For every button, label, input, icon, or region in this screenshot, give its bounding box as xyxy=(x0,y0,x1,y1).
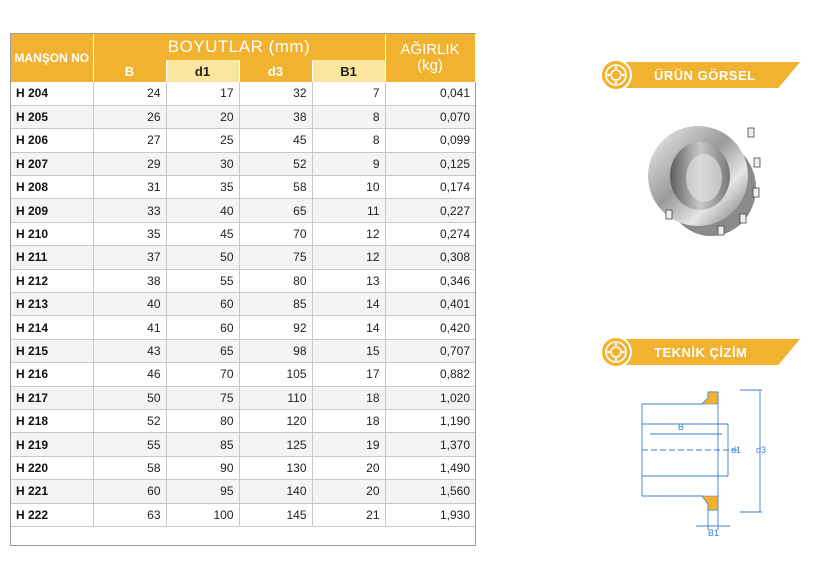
cell-d3: 52 xyxy=(239,152,312,175)
cell-weight: 0,227 xyxy=(385,199,475,222)
bearing-icon xyxy=(600,336,632,368)
cell-weight: 0,099 xyxy=(385,129,475,152)
cell-b1: 9 xyxy=(312,152,385,175)
cell-d1: 45 xyxy=(166,222,239,245)
cell-b: 60 xyxy=(93,480,166,503)
cell-b1: 12 xyxy=(312,246,385,269)
cell-weight: 0,274 xyxy=(385,222,475,245)
cell-d1: 60 xyxy=(166,316,239,339)
cell-b: 29 xyxy=(93,152,166,175)
row-code: H 209 xyxy=(11,199,93,222)
cell-d1: 75 xyxy=(166,386,239,409)
cell-b: 55 xyxy=(93,433,166,456)
cell-d3: 80 xyxy=(239,269,312,292)
cell-d1: 55 xyxy=(166,269,239,292)
table-row xyxy=(11,176,475,199)
cell-weight: 1,190 xyxy=(385,409,475,432)
cell-d1: 25 xyxy=(166,129,239,152)
table-row xyxy=(11,152,475,175)
table-row xyxy=(11,409,475,432)
row-code: H 211 xyxy=(11,246,93,269)
cell-d3: 70 xyxy=(239,222,312,245)
cell-weight: 0,401 xyxy=(385,293,475,316)
cell-b: 46 xyxy=(93,363,166,386)
header-agirlik: AĞIRLIK (kg) xyxy=(385,34,475,82)
cell-b: 52 xyxy=(93,409,166,432)
table-row xyxy=(11,433,475,456)
cell-d3: 32 xyxy=(239,82,312,105)
cell-b: 40 xyxy=(93,293,166,316)
cell-b: 58 xyxy=(93,456,166,479)
row-code: H 215 xyxy=(11,339,93,362)
cell-b1: 20 xyxy=(312,480,385,503)
cell-b1: 20 xyxy=(312,456,385,479)
table-row xyxy=(11,386,475,409)
row-code: H 206 xyxy=(11,129,93,152)
cell-weight: 0,125 xyxy=(385,152,475,175)
cell-d1: 40 xyxy=(166,199,239,222)
cell-d3: 125 xyxy=(239,433,312,456)
cell-b: 24 xyxy=(93,82,166,105)
table-row xyxy=(11,363,475,386)
cell-b1: 10 xyxy=(312,176,385,199)
cell-d3: 145 xyxy=(239,503,312,526)
cell-d1: 85 xyxy=(166,433,239,456)
cell-d3: 98 xyxy=(239,339,312,362)
cell-b1: 12 xyxy=(312,222,385,245)
cell-d3: 85 xyxy=(239,293,312,316)
cell-d1: 17 xyxy=(166,82,239,105)
cell-d3: 120 xyxy=(239,409,312,432)
cell-b: 50 xyxy=(93,386,166,409)
cell-weight: 0,041 xyxy=(385,82,475,105)
technical-drawing-title: TEKNİK ÇİZİM xyxy=(654,345,748,360)
table-row xyxy=(11,456,475,479)
cell-d3: 58 xyxy=(239,176,312,199)
product-image-banner xyxy=(600,59,800,91)
header-d3: d3 xyxy=(239,60,312,82)
cell-d3: 130 xyxy=(239,456,312,479)
cell-b: 26 xyxy=(93,105,166,128)
header-b1: B1 xyxy=(312,60,385,82)
table-row xyxy=(11,222,475,245)
cell-d1: 100 xyxy=(166,503,239,526)
cell-d1: 20 xyxy=(166,105,239,128)
cell-b: 27 xyxy=(93,129,166,152)
cell-weight: 0,070 xyxy=(385,105,475,128)
cell-weight: 1,370 xyxy=(385,433,475,456)
table-row xyxy=(11,339,475,362)
row-code: H 217 xyxy=(11,386,93,409)
table-body xyxy=(11,82,475,526)
cell-d1: 90 xyxy=(166,456,239,479)
table-row xyxy=(11,316,475,339)
cell-d1: 65 xyxy=(166,339,239,362)
cell-weight: 0,420 xyxy=(385,316,475,339)
header-b: B xyxy=(93,60,166,82)
cell-weight: 0,308 xyxy=(385,246,475,269)
cell-b1: 14 xyxy=(312,293,385,316)
drawing-label-d1: d1 xyxy=(731,445,742,455)
cell-weight: 0,707 xyxy=(385,339,475,362)
cell-b1: 13 xyxy=(312,269,385,292)
cell-weight: 1,020 xyxy=(385,386,475,409)
table-row xyxy=(11,480,475,503)
cell-d1: 50 xyxy=(166,246,239,269)
drawing-label-b: B xyxy=(678,422,685,432)
spec-table-container xyxy=(10,33,476,546)
cell-d1: 35 xyxy=(166,176,239,199)
table-row xyxy=(11,129,475,152)
cell-b1: 21 xyxy=(312,503,385,526)
cell-d3: 65 xyxy=(239,199,312,222)
cell-b1: 8 xyxy=(312,105,385,128)
cell-b: 41 xyxy=(93,316,166,339)
row-code: H 207 xyxy=(11,152,93,175)
cell-b: 43 xyxy=(93,339,166,362)
cell-b1: 18 xyxy=(312,409,385,432)
table-row xyxy=(11,293,475,316)
cell-weight: 1,490 xyxy=(385,456,475,479)
cell-weight: 0,174 xyxy=(385,176,475,199)
cell-b: 63 xyxy=(93,503,166,526)
cell-b: 35 xyxy=(93,222,166,245)
cell-d3: 140 xyxy=(239,480,312,503)
cell-b: 33 xyxy=(93,199,166,222)
table-row xyxy=(11,269,475,292)
cell-d3: 110 xyxy=(239,386,312,409)
row-code: H 213 xyxy=(11,293,93,316)
cell-weight: 1,560 xyxy=(385,480,475,503)
header-d1: d1 xyxy=(166,60,239,82)
row-code: H 214 xyxy=(11,316,93,339)
bearing-icon xyxy=(600,59,632,91)
row-code: H 205 xyxy=(11,105,93,128)
table-row xyxy=(11,199,475,222)
cell-b1: 15 xyxy=(312,339,385,362)
drawing-label-d3: d3 xyxy=(756,445,767,455)
cell-b1: 11 xyxy=(312,199,385,222)
cell-weight: 0,346 xyxy=(385,269,475,292)
cell-d1: 30 xyxy=(166,152,239,175)
cell-d3: 38 xyxy=(239,105,312,128)
row-code: H 216 xyxy=(11,363,93,386)
row-code: H 222 xyxy=(11,503,93,526)
row-code: H 204 xyxy=(11,82,93,105)
table-row xyxy=(11,246,475,269)
header-manson-no: MANŞON NO xyxy=(11,34,93,82)
cell-b1: 19 xyxy=(312,433,385,456)
cell-weight: 1,930 xyxy=(385,503,475,526)
cell-d3: 45 xyxy=(239,129,312,152)
technical-drawing-banner xyxy=(600,336,800,368)
cell-b1: 14 xyxy=(312,316,385,339)
spec-table xyxy=(11,34,476,527)
cell-d3: 92 xyxy=(239,316,312,339)
header-boyutlar: BOYUTLAR (mm) xyxy=(93,34,385,60)
drawing-label-b1: B1 xyxy=(708,528,720,538)
cell-b1: 7 xyxy=(312,82,385,105)
cell-b: 38 xyxy=(93,269,166,292)
row-code: H 218 xyxy=(11,409,93,432)
cell-d1: 60 xyxy=(166,293,239,316)
cell-b: 37 xyxy=(93,246,166,269)
cell-weight: 0,882 xyxy=(385,363,475,386)
table-row xyxy=(11,105,475,128)
technical-drawing xyxy=(630,382,780,542)
cell-d1: 80 xyxy=(166,409,239,432)
row-code: H 208 xyxy=(11,176,93,199)
table-row xyxy=(11,82,475,105)
row-code: H 221 xyxy=(11,480,93,503)
product-image-title: ÜRÜN GÖRSEL xyxy=(654,68,756,83)
table-row xyxy=(11,503,475,526)
product-image xyxy=(636,118,766,240)
row-code: H 210 xyxy=(11,222,93,245)
cell-b: 31 xyxy=(93,176,166,199)
cell-d3: 105 xyxy=(239,363,312,386)
row-code: H 212 xyxy=(11,269,93,292)
cell-b1: 8 xyxy=(312,129,385,152)
cell-d1: 95 xyxy=(166,480,239,503)
cell-d3: 75 xyxy=(239,246,312,269)
row-code: H 220 xyxy=(11,456,93,479)
row-code: H 219 xyxy=(11,433,93,456)
cell-b1: 17 xyxy=(312,363,385,386)
cell-d1: 70 xyxy=(166,363,239,386)
cell-b1: 18 xyxy=(312,386,385,409)
